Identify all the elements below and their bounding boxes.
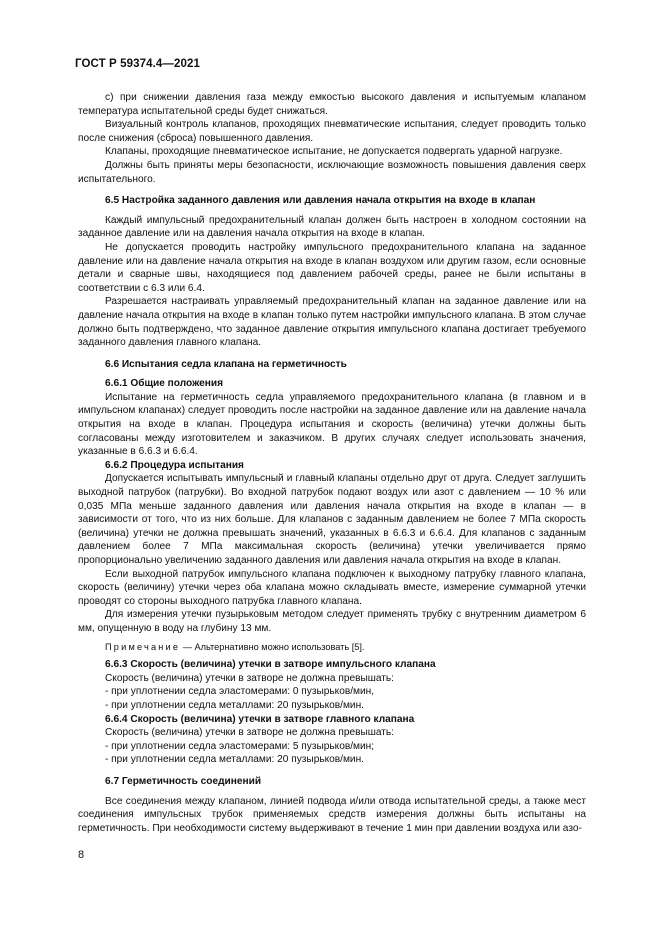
section-heading-6-7: 6.7 Герметичность соединений bbox=[105, 775, 262, 787]
list-item: - при уплотнении седла металлами: 20 пузырьков/мин. bbox=[105, 754, 364, 766]
subsection-heading-6-6-2: 6.6.2 Процедура испытания bbox=[105, 459, 244, 471]
list-item: - при уплотнении седла металлами: 20 пузырьков/мин. bbox=[105, 699, 364, 711]
paragraph: Каждый импульсный предохранительный клапан должен быть настроен в холодном состоянии на заданное давление или на давления начала открытия на входе в клапан. bbox=[78, 214, 586, 240]
note-label: Примечание bbox=[105, 641, 181, 652]
paragraph: Допускается испытывать импульсный и главный клапаны отдельно друг от друга. Следует заглушить выходной патрубок (патрубки). Во входной патрубок подают воздух или азот с давлением — 10 % или 0,035 МПа меньше заданного давления или давления начала открытия на входе в клапан — в зависимости от того, что из них больше. Для клапанов с заданным давлением не более 7 МПа скорость (величина) утечки не должна превышать значений, указанных в 6.6.3 и 6.6.4. Для клапанов с заданным давлением более 7 МПа максимальная скорость (величина) утечки увеличивается прямо пропорционально увеличению заданного давления или давления начала открытия на входе в клапан. bbox=[78, 473, 586, 566]
note-text: — Альтернативно можно использовать [5]. bbox=[180, 641, 365, 652]
paragraph: Не допускается проводить настройку импульсного предохранительного клапана на заданное давление или на давление начала открытия на входе в клапан воздухом или другим газом, если основные детали и сварные швы, находящиеся под давлением рабочей среды, ранее не были испытаны в соответствии с 6.3 или 6.4. bbox=[78, 241, 586, 294]
paragraph: Должны быть приняты меры безопасности, исключающие возможность повышения давления сверх испытательного. bbox=[78, 159, 586, 185]
paragraph: Скорость (величина) утечки в затворе не должна превышать: bbox=[105, 727, 395, 739]
subsection-heading-6-6-1: 6.6.1 Общие положения bbox=[105, 378, 223, 390]
paragraph: Визуальный контроль клапанов, проходящих пневматические испытания, следует проводить только после снижения (сброса) повышенного давления. bbox=[78, 119, 586, 144]
subsection-heading-6-6-4: 6.6.4 Скорость (величина) утечки в затворе главного клапана bbox=[105, 713, 415, 725]
paragraph: Скорость (величина) утечки в затворе не должна превышать: bbox=[105, 672, 395, 684]
paragraph: Если выходной патрубок импульсного клапана подключен к выходному патрубку главного клапана, скорость (величину) утечки через оба клапана можно складывать вместе, измерение суммарной утечки проводят со стороны выходного патрубка главного клапана. bbox=[78, 568, 586, 607]
document-body bbox=[78, 91, 586, 835]
paragraph: Испытание на герметичность седла управляемого предохранительного клапана (в главном и в импульсном клапанах) следует проводить после настройки на заданное давление или на давление начала открытия на входе в клапан. Процедура испытания и скорость (величина) утечки должны быть согласованы между изготовителем и заказчиком. В других случаях следует использовать значения, указанные в 6.6.3 и 6.6.4. bbox=[78, 391, 586, 458]
note bbox=[78, 641, 586, 655]
list-item: - при уплотнении седла эластомерами: 5 пузырьков/мин; bbox=[105, 740, 375, 752]
list-item: - при уплотнении седла эластомерами: 0 пузырьков/мин, bbox=[105, 686, 375, 698]
paragraph: с) при снижении давления газа между емкостью высокого давления и испытуемым клапаном температура испытательной среды будет снижаться. bbox=[78, 92, 586, 117]
page-number: 8 bbox=[78, 849, 85, 861]
paragraph: Для измерения утечки пузырьковым методом следует применять трубку с внутренним диаметром 6 мм, опущенную в воду на глубину 13 мм. bbox=[78, 609, 586, 634]
section-heading-6-5: 6.5 Настройка заданного давления или давления начала открытия на входе в клапан bbox=[105, 195, 536, 207]
paragraph: Все соединения между клапаном, линией подвода и/или отвода испытательной среды, а также мест соединения импульсных трубок применяемых средств измерения должны быть испытаны на герметичность. При необходимости систему выдерживают в течение 1 мин при давлении воздуха или азо- bbox=[78, 795, 586, 834]
subsection-heading-6-6-3: 6.6.3 Скорость (величина) утечки в затворе импульсного клапана bbox=[105, 659, 436, 671]
paragraph: Клапаны, проходящие пневматическое испытание, не допускается подвергать ударной нагрузке. bbox=[105, 146, 563, 158]
section-heading-6-6: 6.6 Испытания седла клапана на герметичность bbox=[105, 358, 347, 370]
paragraph: Разрешается настраивать управляемый предохранительный клапан на заданное давление или на давление начала открытия на входе в клапан только путем настройки импульсного клапана. В этом случае должно быть подтверждено, что заданное давление открытия импульсного клапана достигает требуемого заданного давления главного клапана. bbox=[78, 296, 586, 349]
standard-header: ГОСТ Р 59374.4—2021 bbox=[75, 58, 200, 70]
